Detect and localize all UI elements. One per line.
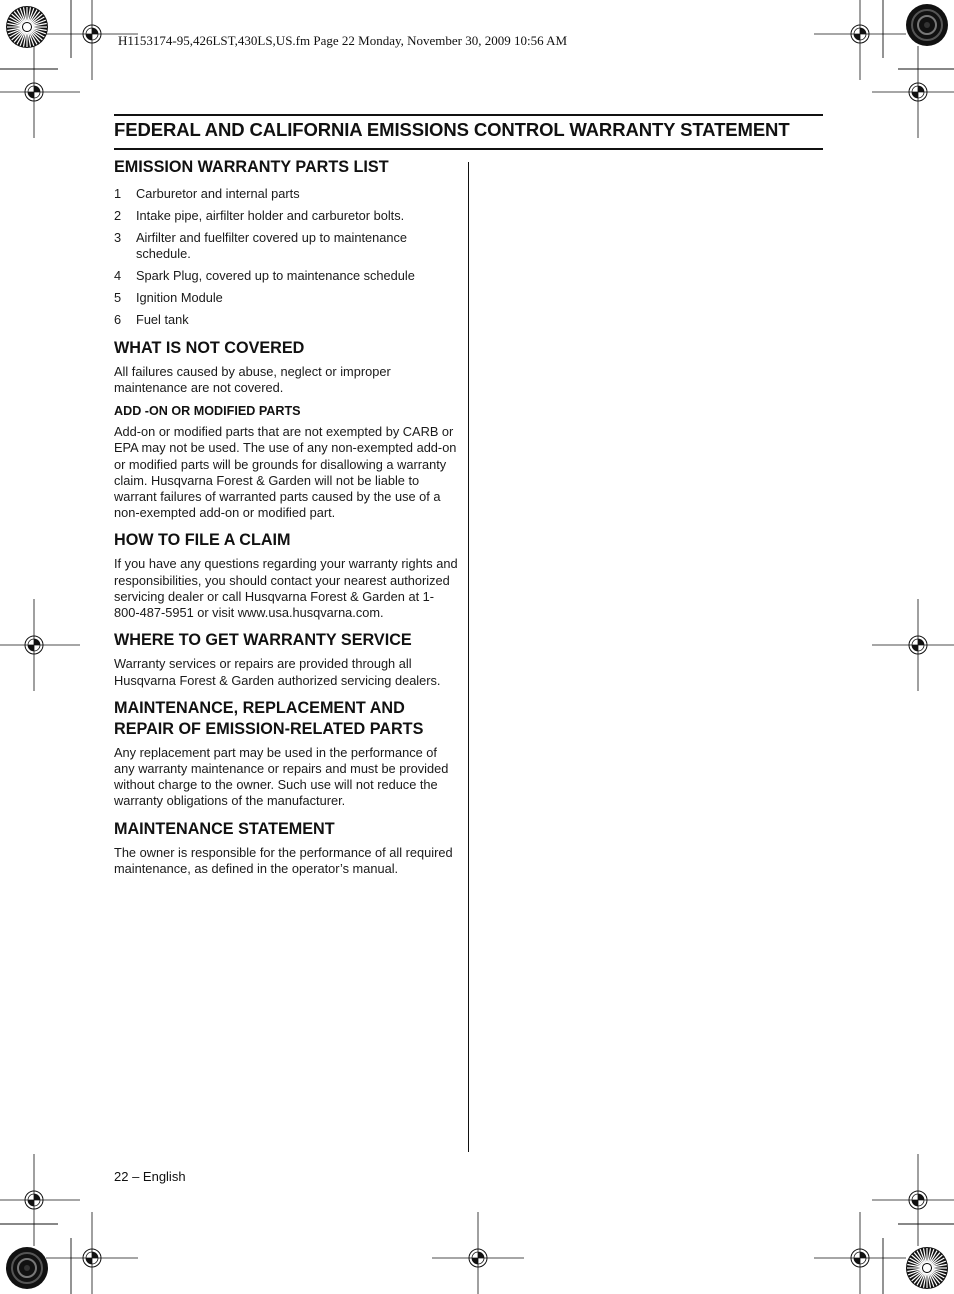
list-item: [114, 208, 458, 224]
maintenance-statement-text: The owner is responsible for the performance of all required maintenance, as defined in the operator’s manual.: [114, 844, 453, 876]
item-number: 4: [114, 267, 122, 283]
item-text: Fuel tank: [136, 311, 189, 327]
parts-list: [114, 186, 458, 328]
page-title: FEDERAL AND CALIFORNIA EMISSIONS CONTROL WARRANTY STATEMENT: [114, 119, 790, 140]
file-info-header: H1153174-95,426LST,430LS,US.fm Page 22 Monday, November 30, 2009 10:56 AM: [118, 33, 568, 48]
registration-mark-icon: [0, 46, 80, 138]
page-number-footer: 22 – English: [114, 1169, 186, 1184]
item-number: 6: [114, 311, 122, 327]
color-wheel-icon: [906, 4, 948, 46]
registration-mark-icon: [0, 1154, 80, 1246]
file-claim-text: If you have any questions regarding your warranty rights and responsibilities, you should contact your nearest authorized servicing dealer or call Husqvarna Forest & Garden at 1-800-487-5951 or visit www.usa.husqvarna.com.: [114, 556, 458, 621]
list-item: [114, 312, 458, 328]
list-item: [114, 186, 458, 202]
not-covered-text: All failures caused by abuse, neglect or improper maintenance are not covered.: [114, 363, 391, 396]
color-wheel-icon: [906, 1247, 948, 1289]
add-on-parts-text: Add-on or modified parts that are not exempted by CARB or EPA may not be used. The use of any non-exempted add-on or modified parts will be grounds for disallowing a warranty claim. Husqvarna Forest & Garden will not be liable to warrant failures of warranted parts caused by the use of a non-exempted add-on or modified part.: [114, 424, 457, 521]
list-item: [114, 290, 458, 306]
warranty-service-heading: WHERE TO GET WARRANTY SERVICE: [114, 631, 412, 650]
column-divider: [468, 162, 469, 1152]
color-wheel-icon: [6, 1247, 48, 1289]
item-text: Ignition Module: [136, 289, 223, 305]
maintenance-statement-heading: MAINTENANCE STATEMENT: [114, 819, 335, 838]
list-item: [114, 230, 458, 262]
left-column: [114, 156, 458, 877]
not-covered-heading: WHAT IS NOT COVERED: [114, 338, 305, 357]
title-top-rule: [114, 114, 823, 116]
color-wheel-icon: [6, 6, 48, 48]
maintenance-repair-heading: MAINTENANCE, REPLACEMENT AND REPAIR OF EMISSION-RELATED PARTS: [114, 698, 424, 738]
registration-mark-icon: [872, 46, 954, 138]
registration-mark-icon: [46, 1212, 138, 1294]
list-item: [114, 268, 458, 284]
maintenance-repair-text: Any replacement part may be used in the performance of any warranty maintenance or repairs and must be provided without charge to the owner. Such use will not reduce the warranty obligations of the manufacturer.: [114, 744, 449, 809]
file-claim-heading: HOW TO FILE A CLAIM: [114, 531, 291, 550]
add-on-parts-heading: ADD -ON OR MODIFIED PARTS: [114, 404, 301, 419]
item-text: Intake pipe, airfilter holder and carburetor bolts.: [136, 207, 405, 223]
registration-mark-icon: [0, 599, 80, 691]
parts-list-heading: EMISSION WARRANTY PARTS LIST: [114, 158, 389, 176]
item-text: Carburetor and internal parts: [136, 186, 300, 201]
registration-mark-icon: [432, 1212, 524, 1294]
item-number: 3: [114, 229, 122, 245]
item-number: 5: [114, 289, 122, 305]
registration-mark-icon: [872, 599, 954, 691]
warranty-service-text: Warranty services or repairs are provided through all Husqvarna Forest & Garden authorized servicing dealers.: [114, 656, 441, 688]
item-number: 1: [114, 186, 122, 201]
registration-mark-icon: [814, 0, 906, 80]
item-text: Airfilter and fuelfilter covered up to maintenance schedule.: [136, 229, 408, 261]
registration-mark-icon: [872, 1154, 954, 1246]
registration-mark-icon: [814, 1212, 906, 1294]
item-text: Spark Plug, covered up to maintenance schedule: [136, 267, 415, 283]
item-number: 2: [114, 207, 122, 223]
title-bottom-rule: [114, 148, 823, 150]
